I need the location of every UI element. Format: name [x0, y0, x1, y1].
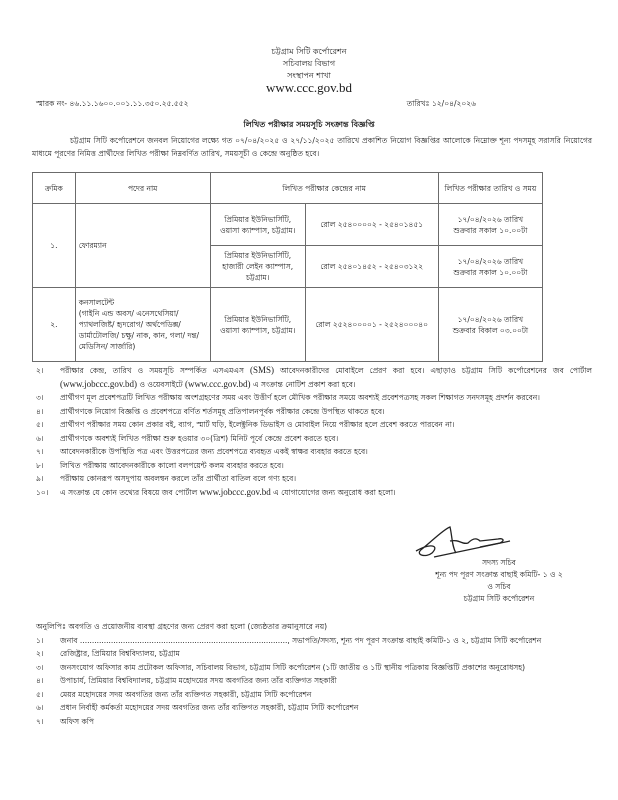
list-item: ৩। জনসংযোগ অফিসার কাম প্রটোকল অফিসার, সচিবালয় বিভাগ, চট্টগ্রাম সিটি কর্পোরেশন (১টি জাতীয় ও ১টি স্থানীয় পত্রিকায় বিজ্ঞপ্তিটি প্রকাশের অনুরোধসহ) — [36, 662, 526, 672]
job-portal-link[interactable]: www.jobccc.gov.bd — [199, 486, 271, 497]
exam-schedule-table — [32, 172, 543, 362]
signature-block — [380, 525, 618, 605]
header-serial: ক্রমিক — [33, 173, 76, 204]
list-item: ৯। পরীক্ষায় কোনরূপ অসদুপায় অবলম্বন করলে তাঁর প্রার্থীতা বাতিল বলে গণ্য হবে। — [36, 474, 296, 483]
list-item: ২। পরীক্ষার কেন্দ্র, তারিখ ও সময়সূচি সম্পর্কিত এসএমএস (SMS) আবেদনকারীদের মোবাইলে প্রেরণ করা হবে। এছাড়াও চট্টগ্রাম সিটি কর্পোরেশনের জব পোর্টাল (www.jobccc.gov.bd) ও ওয়েবসাইটে (www.ccc.gov.bd) এ সংক্রান্ত নোটিশ প্রকাশ করা হবে। — [36, 365, 592, 389]
list-item: ৪। প্রার্থীগণকে নিয়োগ বিজ্ঞপ্তি ও প্রবেশপত্রে বর্ণিত শর্তসমূহ প্রতিপালনপূর্বক পরীক্ষার কেন্দ্রে উপস্থিত থাকতে হবে। — [36, 406, 385, 416]
row-datetime: ১৭/০৪/২০২৬ তারিখ শুক্রবার সকাল ১০.০০টা — [438, 246, 542, 288]
list-item: ৬। প্রধান নির্বাহী কর্মকর্তা মহোদয়ের সদয় অবগতির জন্য তাঁর ব্যক্তিগত সহকারী, চট্টগ্রাম সিটি কর্পোরেশন — [36, 703, 359, 712]
list-item: ১০। এ সংক্রান্ত যে কোন তথ্যের বিষয়ে জব পোর্টাল www.jobccc.gov.bd এ যোগাযোগের জন্য অনুরোধ করা হলো। — [36, 486, 396, 497]
list-item: ৫। প্রার্থীগণ পরীক্ষার সময় কোন প্রকার বই, ব্যাগ, স্মার্ট ঘড়ি, ইলেক্ট্রনিক ডিভাইস ও মোবাইল নিয়ে পরীক্ষার হলে প্রবেশ করতে পারবেন না। — [36, 420, 455, 429]
list-item: ৪। উপাচার্য, প্রিমিয়ার বিশ্ববিদ্যালয়, চট্টগ্রাম মহোদয়ের সদয় অবগতির জন্য তাঁর ব্যক্তিগত সহকারী — [36, 676, 337, 685]
signature-scribble-icon — [380, 525, 618, 557]
list-item: ৬। প্রার্থীগণকে অবশ্যই লিখিত পরীক্ষা শুরু হওয়ার ৩০(ত্রিশ) মিনিট পূর্বে কেন্দ্রে প্রবেশ করতে হবে। — [36, 433, 339, 443]
list-item: ৭। আবেদনকারীকে উপস্থিতি পত্র এবং উত্তরপত্রের জন্য প্রবেশপত্রে ব্যবহৃত একই স্বাক্ষর ব্যবহার করতে হবে। — [36, 447, 368, 456]
table-row — [33, 204, 543, 246]
list-item: ৫। মেয়র মহোদয়ের সদয় অবগতির জন্য তাঁর ব্যক্তিগত সহকারী, চট্টগ্রাম সিটি কর্পোরেশন — [36, 689, 312, 699]
row-serial: ১. — [33, 204, 76, 288]
row-datetime: ১৭/০৪/২০২৬ তারিখ শুক্রবার সকাল ১০.০০টা — [438, 204, 542, 246]
branch-name: সংস্থাপন শাখা — [287, 71, 331, 80]
row-venue: প্রিমিয়ার ইউনিভার্সিটি, ওয়াসা ক্যাম্পাস, চট্টগ্রাম। — [210, 204, 305, 246]
org-name: চট্টগ্রাম সিটি কর্পোরেশন — [271, 47, 347, 56]
row-serial: ২. — [33, 288, 76, 362]
department-name: সচিবালয় বিভাগ — [282, 59, 336, 68]
row-post: ফোরম্যান — [75, 204, 210, 288]
table-header-row — [33, 173, 543, 204]
row-roll-range: রোল ২৫২৪০০০০১ - ২৫২৪০০০৪০ — [305, 288, 438, 362]
memo-ref: স্মারক নং- ৪৬.১১.১৬০০.০০১.১১.৩৫০.২৫.৫৫২ — [36, 99, 189, 108]
intro-paragraph: চট্টগ্রাম সিটি কর্পোরেশনে জনবল নিয়োগের লক্ষ্যে গত ০৭/০৪/২০২৫ ও ২৭/১১/২০২৫ তারিখে প্রকাশিত নিয়োগ বিজ্ঞপ্তির আলোকে নিম্নোক্ত শূন্য পদসমূহ সরাসরি নিয়োগের মাধ্যমে পূরণের নিমিত্ত প্রার্থীদের লিখিত পরীক্ষা নিম্নবর্ণিত তারিখ, সময়সূচী ও কেন্দ্রে অনুষ্ঠিত হবে। — [32, 136, 592, 158]
job-portal-link[interactable]: (www.jobccc.gov.bd) — [60, 378, 138, 389]
list-item: ২। রেজিষ্ট্রার, প্রিমিয়ার বিশ্ববিদ্যালয়, চট্টগ্রাম — [36, 649, 180, 658]
row-post: কনসালটেন্ট (গাইনি এন্ড অবস/ এনেসথেসিয়া/ প্যাথলজিষ্ট/ হৃদরোগ/ অর্থপেডিক্স/ ডার্মাটোলজি/ চক্ষু/ নাক, কান, গলা/ দন্ত/ মেডিসিন/ সার্জারি) — [75, 288, 210, 362]
row-roll-range: রোল ২৫৪০১৪৫২ - ২৫৪০৩১২২ — [305, 246, 438, 288]
list-item: ৮। লিখিত পরীক্ষায় আবেদনকারীকে কালো বলপয়েন্ট কলম ব্যবহার করতে হবে। — [36, 460, 284, 470]
website-link[interactable]: (www.ccc.gov.bd) — [185, 378, 251, 389]
list-item: ১। জনাব ......................................................................................., সভাপতি/সদস্য, শূন্য পদ পূরণ সংক্রান্ত বাছাই কমিটি-১ ও ২, চট্টগ্রাম সিটি কর্পোরেশন — [36, 635, 542, 645]
header-center: লিখিত পরীক্ষার কেন্দ্রের নাম — [210, 173, 438, 204]
list-item: ৩। প্রার্থীগণ মূল প্রবেশপত্রটি লিখিত পরীক্ষায় অংশগ্রহণের সময় এবং উত্তীর্ণ হলে মৌখিক পরীক্ষার সময়ে অবশ্যই প্রবেশপত্রসহ সকল শিক্ষাগত সনদসমূহ প্রদর্শন করবেন। — [36, 393, 540, 402]
cc-lead: অনুলিপিঃ অবগতি ও প্রয়োজনীয় ব্যবস্থা গ্রহণের জন্য প্রেরণ করা হলো (জ্যেষ্ঠতার ক্রমানুসারে নয়) — [36, 622, 328, 631]
signature-committee: শূন্য পদ পূরণ সংক্রান্ত বাছাই কমিটি- ১ ও ২ — [435, 570, 563, 579]
subject-title: লিখিত পরীক্ষার সময়সূচি সংক্রান্ত বিজ্ঞপ্তি — [243, 120, 375, 129]
row-roll-range: রোল ২৫৪০০০০২ - ২৫৪০১৪৫১ — [305, 204, 438, 246]
memo-date: তারিখঃ ১২/০৪/২০২৬ — [406, 99, 476, 108]
row-venue: প্রিমিয়ার ইউনিভার্সিটি, হাজারী লেইন ক্যাম্পাস, চট্টগ্রাম। — [210, 246, 305, 288]
signature-and: ও সচিব — [487, 582, 511, 591]
list-item: ৭। অফিস কপি — [36, 716, 94, 726]
header-datetime: লিখিত পরীক্ষার তারিখ ও সময় — [438, 173, 542, 204]
instructions-list — [36, 364, 592, 499]
header-post: পদের নাম — [75, 173, 210, 204]
website: www.ccc.gov.bd — [265, 80, 353, 95]
signature-org: চট্টগ্রাম সিটি কর্পোরেশন — [463, 594, 535, 603]
row-venue: প্রিমিয়ার ইউনিভার্সিটি, ওয়াসা ক্যাম্পাস, চট্টগ্রাম। — [210, 288, 305, 362]
copy-distribution — [36, 620, 592, 728]
signature-title: সদস্য সচিব — [482, 558, 516, 567]
table-row — [33, 288, 543, 362]
row-datetime: ১৭/০৪/২০২৬ তারিখ শুক্রবার বিকাল ০৩.০০টা — [438, 288, 542, 362]
